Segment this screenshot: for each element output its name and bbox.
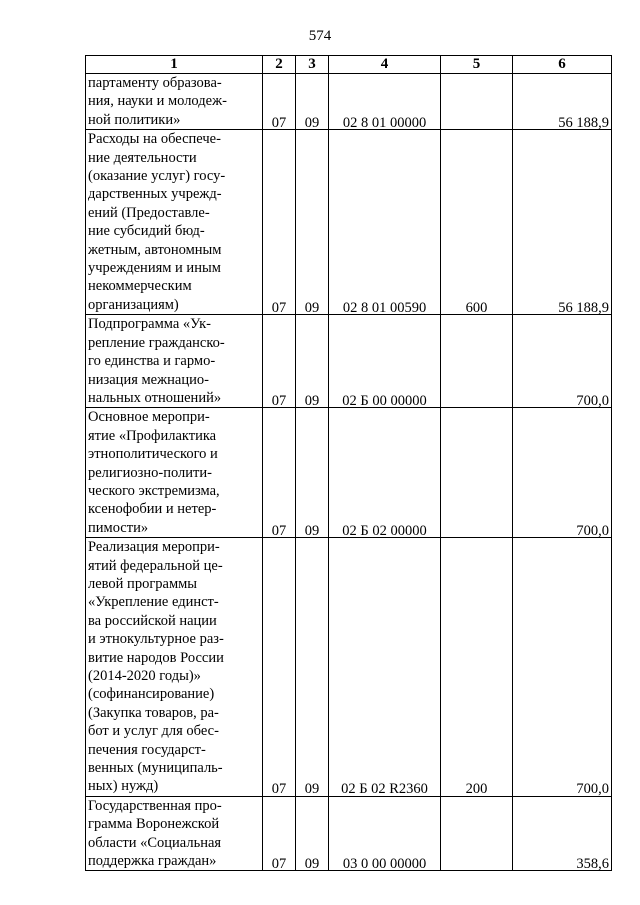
- expense-type-code: 600: [441, 130, 513, 315]
- subsection-code: 09: [296, 796, 329, 871]
- expense-type-code: [441, 315, 513, 408]
- expense-name: Основное меропри- ятие «Профилактика этнополитического и религиозно-полити- ческого экстремизма, ксенофобии и нетер- пимости»: [86, 408, 263, 538]
- column-header-1: 1: [86, 56, 263, 74]
- table-row: [86, 315, 612, 408]
- expense-name: Подпрограмма «Ук- репление гражданско- го единства и гармо- низация межнацио- нальных отношений»: [86, 315, 263, 408]
- section-code: 07: [263, 130, 296, 315]
- target-article-code: 02 Б 00 00000: [329, 315, 441, 408]
- subsection-code: 09: [296, 130, 329, 315]
- column-header-5: 5: [441, 56, 513, 74]
- budget-table: [85, 55, 612, 871]
- amount: 56 188,9: [513, 74, 612, 130]
- amount: 56 188,9: [513, 130, 612, 315]
- column-header-4: 4: [329, 56, 441, 74]
- table-header-row: [86, 56, 612, 74]
- page-number: 574: [308, 28, 332, 44]
- target-article-code: 02 Б 02 R2360: [329, 538, 441, 797]
- target-article-code: 03 0 00 00000: [329, 796, 441, 871]
- table-row: [86, 74, 612, 130]
- section-code: 07: [263, 538, 296, 797]
- expense-name: Реализация меропри- ятий федеральной це- левой программы «Укрепление единст- ва российской нации и этнокультурное раз- витие народов России (2014-2020 годы)» (софинансирование) (Закупка товаров, ра- бот и услуг для обес- печения государст- венных (муниципаль- ных) нужд): [86, 538, 263, 797]
- subsection-code: 09: [296, 408, 329, 538]
- expense-type-code: [441, 74, 513, 130]
- table-row: [86, 408, 612, 538]
- section-code: 07: [263, 315, 296, 408]
- expense-name: Расходы на обеспече- ние деятельности (оказание услуг) госу- дарственных учрежд- ений (Предоставле- ние субсидий бюд- жетным, автономным учреждениям и иным некоммерческим организациям): [86, 130, 263, 315]
- section-code: 07: [263, 408, 296, 538]
- section-code: 07: [263, 796, 296, 871]
- target-article-code: 02 8 01 00590: [329, 130, 441, 315]
- target-article-code: 02 8 01 00000: [329, 74, 441, 130]
- amount: 358,6: [513, 796, 612, 871]
- target-article-code: 02 Б 02 00000: [329, 408, 441, 538]
- section-code: 07: [263, 74, 296, 130]
- subsection-code: 09: [296, 315, 329, 408]
- expense-type-code: 200: [441, 538, 513, 797]
- expense-type-code: [441, 408, 513, 538]
- column-header-2: 2: [263, 56, 296, 74]
- column-header-3: 3: [296, 56, 329, 74]
- amount: 700,0: [513, 538, 612, 797]
- table-row: [86, 130, 612, 315]
- expense-type-code: [441, 796, 513, 871]
- table-row: [86, 538, 612, 797]
- expense-name: партаменту образова- ния, науки и молодеж- ной политики»: [86, 74, 263, 130]
- expense-name: Государственная про- грамма Воронежской области «Социальная поддержка граждан»: [86, 796, 263, 871]
- table-row: [86, 796, 612, 871]
- column-header-6: 6: [513, 56, 612, 74]
- amount: 700,0: [513, 408, 612, 538]
- subsection-code: 09: [296, 74, 329, 130]
- subsection-code: 09: [296, 538, 329, 797]
- amount: 700,0: [513, 315, 612, 408]
